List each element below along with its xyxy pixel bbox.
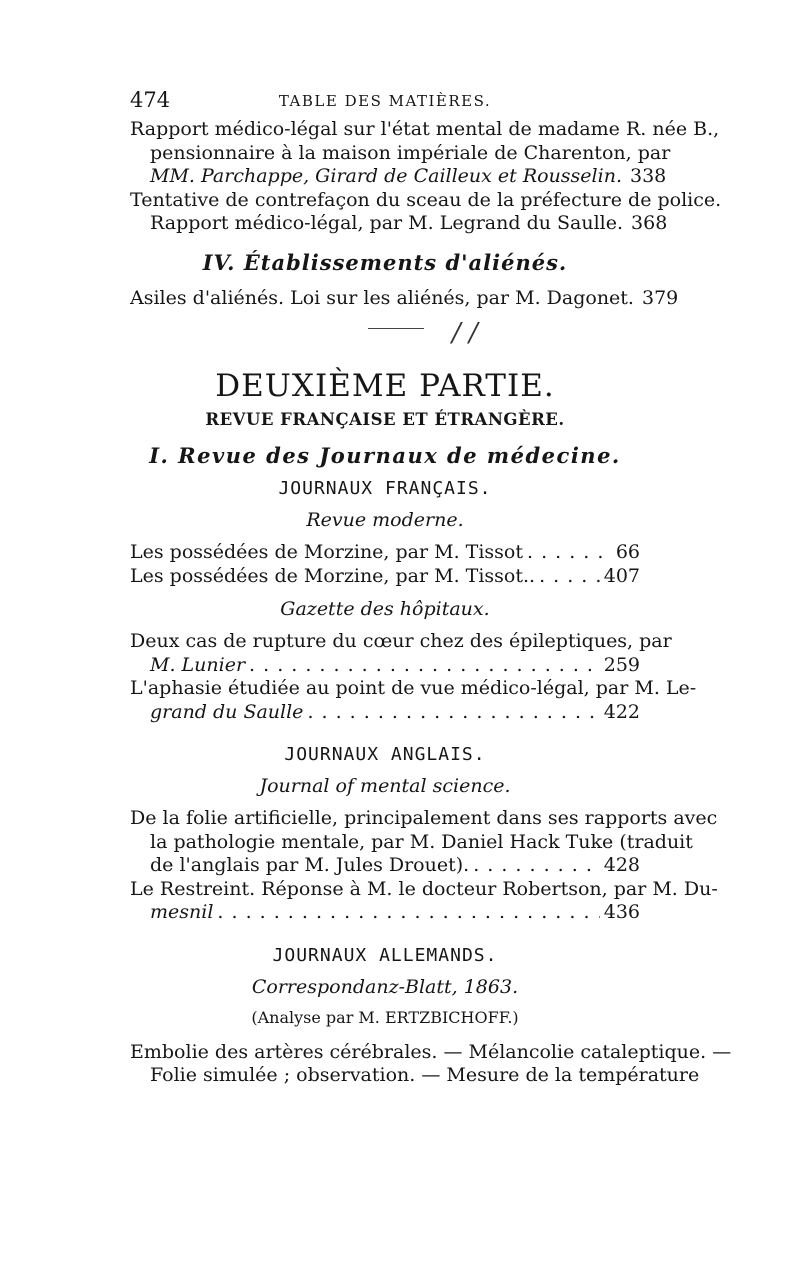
page-ref: 338 [630,165,667,187]
source-revue-moderne: Revue moderne. [306,509,464,531]
divider [130,310,640,372]
entry-line: grand du Saulle [150,700,304,723]
toc-entry-asiles [130,286,679,311]
entry-line: Asiles d'aliénés. Loi sur les aliénés, par M. Dagonet. [130,286,634,309]
toc-page [130,88,732,1088]
entry-line: Tentative de contrefaçon du sceau de la préfecture de police. [130,188,722,211]
leader-dots [473,854,600,878]
leader-dots [307,701,599,725]
heading-journaux-francais: JOURNAUX FRANÇAIS. [278,478,492,499]
page-ref: 259 [603,653,640,676]
section-heading-i: I. Revue des Journaux de médecine. [149,443,621,468]
toc-entry-rupture-coeur [130,630,672,677]
toc-entry-rapport-charenton [130,118,720,189]
entry-line: Rapport médico-légal sur l'état mental de madame R. née B., [130,118,720,140]
source-journal-mental-science: Journal of mental science. [259,775,511,797]
analyse-credit: (Analyse par M. ERTZBICHOFF.) [251,1007,519,1027]
pencil-mark: / / [452,318,478,348]
entry-line: Folie simulée ; observation. — Mesure de la température [150,1064,700,1086]
page-ref: 368 [631,212,668,234]
heading-journaux-anglais: JOURNAUX ANGLAIS. [284,744,486,765]
toc-entry-aphasie [130,677,697,724]
page-number: 474 [130,88,171,112]
entry-line: MM. Parchappe, Girard de Cailleux et Rousselin. [150,165,622,187]
entry-line: pensionnaire à la maison impériale de Charenton, par [150,141,671,164]
entry-line: Embolie des artères cérébrales. — Mélancolie cataleptique. — [130,1040,732,1063]
running-title: TABLE DES MATIÈRES. [278,92,492,110]
entry-line: De la folie artificielle, principalement dans ses rapports avec [130,807,718,829]
source-correspondanz-blatt: Correspondanz-Blatt, 1863. [251,975,519,998]
entry-line: la pathologie mentale, par M. Daniel Hack Tuke (traduit [150,830,693,853]
entry-line: de l'anglais par M. Jules Drouet). [150,854,470,876]
part-subtitle: REVUE FRANÇAISE ET ÉTRANGÈRE. [205,410,565,429]
entry-line: L'aphasie étudiée au point de vue médico-légal, par M. Le- [130,677,697,699]
leader-dots [217,901,599,925]
toc-entry-folie-artificielle [130,807,718,878]
divider-rule [368,328,424,329]
leader-dots [249,654,600,678]
entry-line: Le Restreint. Réponse à M. le docteur Robertson, par M. Du- [130,877,718,900]
toc-entry-morzine-2 [130,565,640,589]
leader-dots [527,541,604,565]
page-ref: 379 [641,286,679,309]
entry-line: Rapport médico-légal, par M. Legrand du Saulle. [150,212,624,234]
entry-line: Deux cas de rupture du cœur chez des épileptiques, par [130,630,672,652]
entry-line: M. Lunier [150,653,246,676]
heading-journaux-allemands: JOURNAUX ALLEMANDS. [272,944,498,966]
toc-entry-restreint [130,877,718,925]
source-gazette: Gazette des hôpitaux. [280,598,490,620]
section-heading-iv: IV. Établissements d'aliénés. [202,249,568,275]
page-ref: 428 [603,854,640,876]
entry-line: Les possédées de Morzine, par M. Tissot.. [130,564,536,587]
toc-entry-morzine-1 [130,541,640,565]
part-title: DEUXIÈME PARTIE. [215,368,555,404]
page-ref: 436 [603,901,640,923]
page-ref: 422 [603,700,640,723]
entry-line: Les possédées de Morzine, par M. Tissot [130,541,523,563]
toc-entry-contrefacon [130,188,722,236]
leader-dots [539,565,600,589]
page-ref: 407 [603,564,640,587]
toc-entry-embolie [130,1040,732,1088]
page-header [130,88,640,118]
entry-line: mesnil [150,901,214,923]
page-ref: 66 [615,541,640,563]
